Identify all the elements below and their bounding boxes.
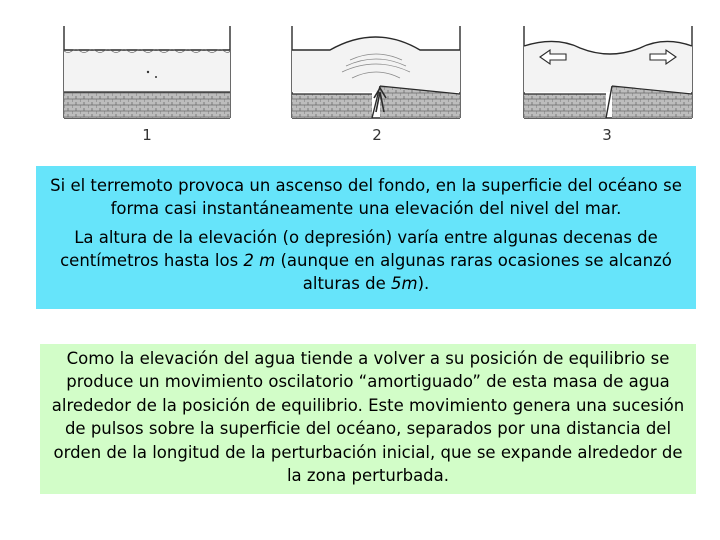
paragraph-oscillation: Como la elevación del agua tiende a volver a su posición de equilibrio se produce un movimiento oscilatorio “amortiguado” de esta masa de agua alrededor de la posición de equilibrio. Este movimiento genera una sucesión de pulsos sobre la superficie del océano, separados por una distancia del orden de la longitud de la perturbación inicial, que se expande alrededor de la zona perturbada. (51, 349, 685, 486)
panel-2-uplift (292, 26, 460, 118)
wave-height-text-2: (aunque en algunas raras ocasiones se alcanzó alturas de (275, 251, 672, 293)
height-value-2m: 2 m (243, 251, 276, 270)
wave-height-text-1: La altura de la elevación (o depresión) varía entre algunas decenas de centímetros hasta los (60, 228, 658, 270)
explanation-box-oscillation (40, 344, 696, 494)
seafloor-layers (64, 92, 230, 118)
panel-3-propagation (524, 26, 692, 118)
explanation-box-uplift (36, 166, 696, 309)
water-column (64, 50, 230, 92)
wave-height-text-3: ). (417, 274, 430, 293)
panel-1-undisturbed (64, 26, 230, 118)
panel-number-1: 1 (142, 126, 152, 144)
panel-number-3: 3 (602, 126, 612, 144)
height-value-5m: 5m (390, 274, 418, 293)
panel-number-2: 2 (372, 126, 382, 144)
paragraph-wave-height (42, 226, 690, 295)
tsunami-diagram (0, 0, 720, 160)
paragraph-uplift: Si el terremoto provoca un ascenso del fondo, en la superficie del océano se forma casi instantáneamente una elevación del nivel del mar. (50, 176, 682, 218)
